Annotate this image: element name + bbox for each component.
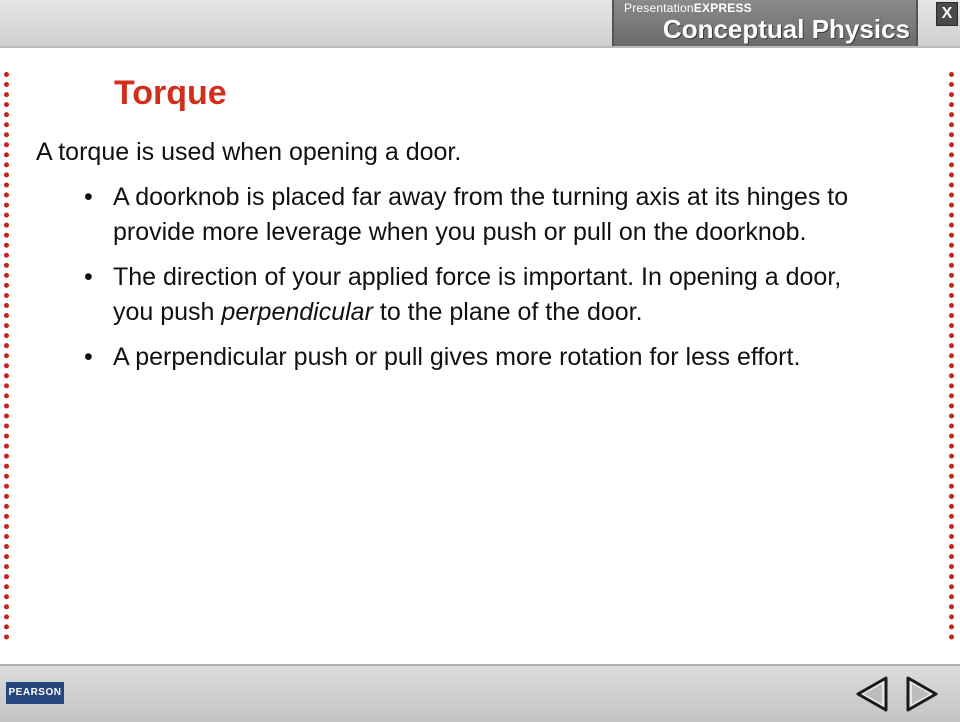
close-button[interactable]: X [936,2,958,26]
bullet-marker: • [84,263,93,291]
slide-intro: A torque is used when opening a door. [36,138,462,166]
brand-subtitle-bold: EXPRESS [693,1,752,15]
bullet-text: A doorknob is placed far away from the turning axis at its hinges to provide more leverage when you push or pull on the doorknob. [113,183,849,246]
brand-subtitle-prefix: Presentation [624,1,694,15]
brand-banner [612,0,918,46]
bottom-bar [0,664,960,722]
bullet-text: The direction of your applied force is important. In opening a door, you push [113,263,842,326]
bullet-emphasis: perpendicular [221,298,373,326]
brand-title: Conceptual Physics [662,14,910,44]
bullet-marker: • [84,343,93,371]
bullet-list [84,180,854,385]
bullet-text-after: to the plane of the door. [372,298,643,326]
triangle-left-icon[interactable] [852,674,892,714]
pearson-logo: PEARSON [6,682,64,704]
bullet-item [84,340,854,375]
triangle-right-icon[interactable] [902,674,942,714]
top-bar [0,0,960,48]
brand-subtitle [624,1,752,15]
left-dotted-border [4,72,9,640]
bullet-item [84,180,854,250]
bullet-marker: • [84,183,93,211]
bullet-text: A perpendicular push or pull gives more rotation for less effort. [113,343,801,371]
right-dotted-border [949,72,954,640]
slide-title: Torque [114,74,227,112]
bullet-item [84,260,854,330]
